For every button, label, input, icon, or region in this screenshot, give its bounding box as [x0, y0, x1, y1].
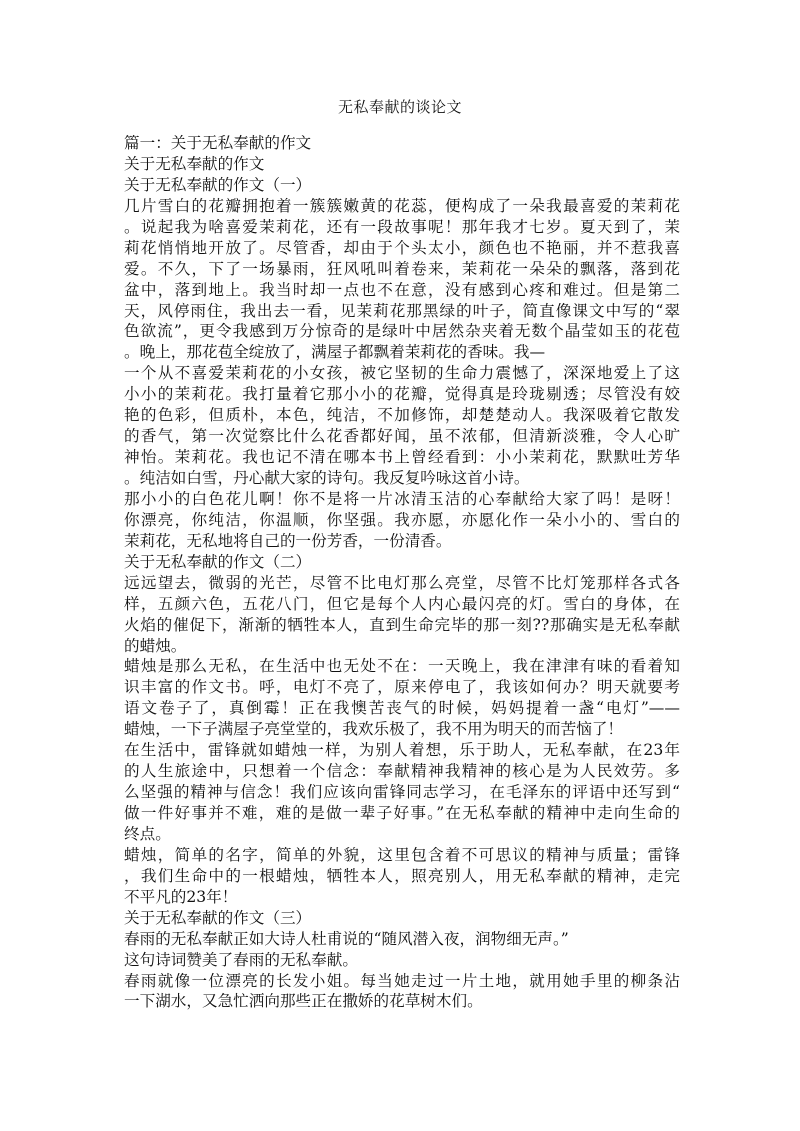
- text-line: 语文卷子了，真倒霉！正在我懊苦丧气的时候，妈妈提着一盏“电灯”——: [124, 699, 680, 718]
- text-line: 蜡烛是那么无私，在生活中也无处不在：一天晚上，我在津津有味的看着知: [124, 657, 680, 676]
- text-line: ，我们生命中的一根蜡烛，牺牲本人，照亮别人，用无私奉献的精神，走完: [124, 866, 680, 885]
- text-line: 茉莉花，无私地将自己的一份芳香，一份清香。: [124, 531, 452, 550]
- text-line: 天，风停雨住，我出去一看，见茉莉花那黑绿的叶子，简直像课文中写的“翠: [124, 301, 680, 320]
- text-line: 蜡烛，简单的名字，简单的外貌，这里包含着不可思议的精神与质量；雷锋: [124, 845, 680, 864]
- text-line: 那小小的白色花儿啊！你不是将一片冰清玉洁的心奉献给大家了吗！是呀！: [124, 489, 680, 508]
- text-line: 远远望去，微弱的光芒，尽管不比电灯那么亮堂，尽管不比灯笼那样各式各: [124, 573, 680, 592]
- text-line: 一个从不喜爱茉莉花的小女孩，被它坚韧的生命力震憾了，深深地爱上了这: [124, 364, 680, 383]
- text-line: 不平凡的23年！: [124, 887, 238, 906]
- text-line: 识丰富的作文书。呼，电灯不亮了，原来停电了，我该如何办？明天就要考: [124, 678, 680, 697]
- document-body: [124, 133, 680, 1012]
- text-line: 。纯洁如白雪，丹心献大家的诗句。我反复吟咏这首小诗。: [124, 469, 530, 487]
- text-line: 几片雪白的花瓣拥抱着一簇簇嫩黄的花蕊，便构成了一朵我最喜爱的茉莉花: [124, 196, 680, 215]
- text-line: 神怡。茉莉花。我也记不清在哪本书上曾经看到：小小茉莉花，默默吐芳华: [124, 448, 680, 467]
- text-line: 火焰的催促下，渐渐的牺牲本人，直到生命完毕的那一刻??那确实是无私奉献: [124, 615, 680, 634]
- text-line: 在生活中，雷锋就如蜡烛一样，为别人着想，乐于助人，无私奉献，在23年: [124, 741, 680, 760]
- text-line: 莉花悄悄地开放了。尽管香，却由于个头太小，颜色也不艳丽，并不惹我喜: [124, 238, 680, 257]
- text-line: 终点。: [124, 824, 171, 843]
- text-line: 关于无私奉献的作文（三）: [124, 908, 312, 927]
- text-line: 小小的茉莉花。我打量着它那小小的花瓣，觉得真是玲珑剔透；尽管没有姣: [124, 385, 680, 404]
- text-line: 你漂亮，你纯洁，你温顺，你坚强。我亦愿，亦愿化作一朵小小的、雪白的: [124, 510, 680, 529]
- text-line: 篇一：关于无私奉献的作文: [124, 134, 312, 152]
- text-line: 关于无私奉献的作文: [124, 154, 265, 173]
- text-line: 盆中，落到地上。我当时却一点也不在意，没有感到心疼和难过。但是第二: [124, 280, 680, 299]
- text-line: 。晚上，那花苞全绽放了，满屋子都飘着茉莉花的香味。我—: [124, 343, 546, 362]
- text-line: 。说起我为啥喜爱茉莉花，还有一段故事呢！那年我才七岁。夏天到了，茉: [124, 217, 680, 236]
- text-line: 蜡烛，一下子满屋子亮堂堂的，我欢乐极了，我不用为明天的而苦恼了！: [124, 720, 624, 739]
- document-title: 无私奉献的谈论文: [337, 98, 462, 116]
- text-line: 样，五颜六色，五花八门，但它是每个人内心最闪亮的灯。雪白的身体，在: [124, 594, 680, 613]
- text-line: 这句诗词赞美了春雨的无私奉献。: [124, 950, 358, 969]
- text-line: 的人生旅途中，只想着一个信念：奉献精神我精神的核心是为人民效劳。多: [124, 762, 680, 781]
- text-line: 的香气，第一次觉察比什么花香都好闻，虽不浓郁，但清新淡雅，令人心旷: [124, 427, 680, 446]
- text-line: 关于无私奉献的作文（二）: [124, 552, 312, 571]
- text-line: 春雨就像一位漂亮的长发小姐。每当她走过一片土地，就用她手里的柳条沾: [124, 971, 680, 990]
- text-line: 的蜡烛。: [124, 636, 187, 655]
- text-line: 爱。不久，下了一场暴雨，狂风吼叫着卷来，茉莉花一朵朵的飘落，落到花: [124, 259, 680, 278]
- text-line: 做一件好事并不难，难的是做一辈子好事。”在无私奉献的精神中走向生命的: [124, 804, 680, 822]
- text-line: 关于无私奉献的作文（一）: [124, 175, 312, 194]
- text-line: 么坚强的精神与信念！我们应该向雷锋同志学习，在毛泽东的评语中还写到“: [124, 783, 680, 802]
- text-line: 艳的色彩，但质朴，本色，纯洁，不加修饰，却楚楚动人。我深吸着它散发: [124, 406, 680, 425]
- text-line: 一下湖水，又急忙洒向那些正在撒娇的花草树木们。: [124, 992, 483, 1011]
- text-line: 色欲流”，更令我感到万分惊奇的是绿叶中居然杂夹着无数个晶莹如玉的花苞: [124, 322, 680, 341]
- text-line: 春雨的无私奉献正如大诗人杜甫说的“随风潜入夜，润物细无声。”: [124, 929, 569, 948]
